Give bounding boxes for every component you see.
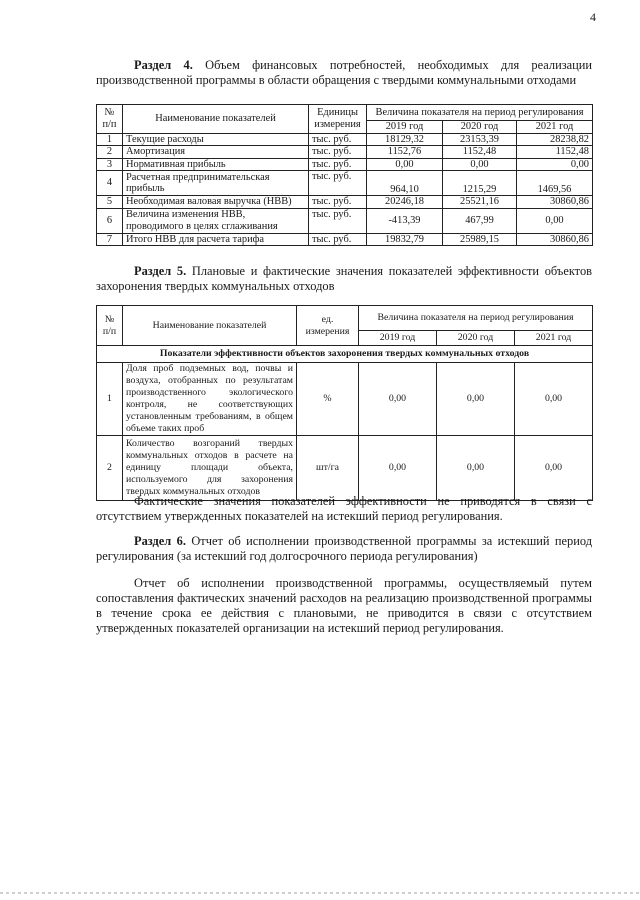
row-value: 1152,48 xyxy=(443,146,517,159)
section6-title: Отчет об исполнении производственной программы за истекший период регулирования (за истекший год долгосрочного периода регулирования) xyxy=(96,534,593,563)
row-value: 0,00 xyxy=(515,436,593,501)
row-value: 964,10 xyxy=(367,171,443,196)
header-year: 2019 год xyxy=(359,331,437,346)
row-value: 23153,39 xyxy=(443,133,517,146)
header-year: 2020 год xyxy=(437,331,515,346)
section6-label: Раздел 6. xyxy=(134,534,186,548)
row-unit: тыс. руб. xyxy=(309,196,367,209)
row-value: 0,00 xyxy=(367,158,443,171)
header-name: Наименование показателей xyxy=(123,306,297,346)
row-name: Расчетная предпринимательская прибыль xyxy=(123,171,309,196)
section5-title: Плановые и фактические значения показателей эффективности объектов захоронения твердых коммунальных отходов xyxy=(96,264,592,293)
row-value: 0,00 xyxy=(517,158,593,171)
row-name: Нормативная прибыль xyxy=(123,158,309,171)
row-num: 5 xyxy=(97,196,123,209)
header-year: 2021 год xyxy=(515,331,593,346)
row-value: 467,99 xyxy=(443,208,517,233)
table-row xyxy=(97,196,593,209)
row-value: 0,00 xyxy=(443,158,517,171)
section5-label: Раздел 5. xyxy=(134,264,187,278)
row-value: 18129,32 xyxy=(367,133,443,146)
row-name: Амортизация xyxy=(123,146,309,159)
row-value: -413,39 xyxy=(367,208,443,233)
row-num: 1 xyxy=(97,363,123,436)
table-row xyxy=(97,233,593,246)
table-row xyxy=(97,158,593,171)
row-num: 6 xyxy=(97,208,123,233)
group-title: Показатели эффективности объектов захоронения твердых коммунальных отходов xyxy=(97,346,593,363)
row-value: 0,00 xyxy=(517,208,593,233)
row-unit: тыс. руб. xyxy=(309,233,367,246)
row-value: 0,00 xyxy=(359,436,437,501)
section5-note: Фактические значения показателей эффективности не приводятся в связи с отсутствием утвержденных показателей на истекший период регулирования. xyxy=(96,494,592,523)
row-unit: шт/га xyxy=(297,436,359,501)
row-num: 7 xyxy=(97,233,123,246)
row-unit: тыс. руб. xyxy=(309,208,367,233)
row-value: 20246,18 xyxy=(367,196,443,209)
row-name: Количество возгораний твердых коммунальных отходов в расчете на единицу площади объекта, используемого для захоронения твердых коммунальных отходов xyxy=(123,436,297,501)
row-unit: % xyxy=(297,363,359,436)
row-value: 28238,82 xyxy=(517,133,593,146)
section4-title: Объем финансовых потребностей, необходимых для реализации производственной программы в области обращения с твердыми коммунальными отходами xyxy=(96,58,592,87)
row-unit: тыс. руб. xyxy=(309,133,367,146)
header-year: 2020 год xyxy=(443,121,517,134)
row-value: 0,00 xyxy=(437,363,515,436)
header-num: № п/п xyxy=(97,306,123,346)
header-period: Величина показателя на период регулирования xyxy=(359,306,593,331)
row-unit: тыс. руб. xyxy=(309,146,367,159)
row-num: 1 xyxy=(97,133,123,146)
row-name: Текущие расходы xyxy=(123,133,309,146)
row-num: 2 xyxy=(97,146,123,159)
header-unit: Единицы измерения xyxy=(309,105,367,134)
row-value: 19832,79 xyxy=(367,233,443,246)
row-value: 1215,29 xyxy=(443,171,517,196)
header-num: № п/п xyxy=(97,105,123,134)
row-value: 0,00 xyxy=(359,363,437,436)
row-name: Необходимая валовая выручка (НВВ) xyxy=(123,196,309,209)
section4-label: Раздел 4. xyxy=(134,58,193,72)
row-value: 0,00 xyxy=(437,436,515,501)
page-number: 4 xyxy=(590,10,596,24)
table-row xyxy=(97,133,593,146)
section6-heading xyxy=(96,534,592,564)
header-name: Наименование показателей xyxy=(123,105,309,134)
header-period: Величина показателя на период регулирования xyxy=(367,105,593,121)
table-row xyxy=(97,171,593,196)
row-value: 1152,48 xyxy=(517,146,593,159)
row-value: 1469,56 xyxy=(517,171,593,196)
header-year: 2019 год xyxy=(367,121,443,134)
row-value: 25521,16 xyxy=(443,196,517,209)
row-value: 25989,15 xyxy=(443,233,517,246)
efficiency-table xyxy=(96,305,593,501)
row-num: 3 xyxy=(97,158,123,171)
row-name: Величина изменения НВВ, проводимого в целях сглаживания xyxy=(123,208,309,233)
financial-needs-table xyxy=(96,104,593,246)
row-name: Итого НВВ для расчета тарифа xyxy=(123,233,309,246)
section6-text: Отчет об исполнении производственной программы, осуществляемый путем сопоставления фактических значений расходов на реализацию производственной программы в течение срока ее действия с плановыми, не приводится в связи с отсутствием утвержденных показателей организации на истекший период регулирования. xyxy=(96,576,592,635)
row-num: 2 xyxy=(97,436,123,501)
table-row xyxy=(97,436,593,501)
section4-heading xyxy=(96,58,592,88)
table-row xyxy=(97,208,593,233)
row-value: 0,00 xyxy=(515,363,593,436)
row-unit: тыс. руб. xyxy=(309,171,367,196)
row-name: Доля проб подземных вод, почвы и воздуха, отобранных по результатам производственного экологического контроля, не соответствующих установленным требованиям, в общем объеме таких проб xyxy=(123,363,297,436)
row-value: 1152,76 xyxy=(367,146,443,159)
row-num: 4 xyxy=(97,171,123,196)
header-year: 2021 год xyxy=(517,121,593,134)
row-value: 30860,86 xyxy=(517,233,593,246)
table-row xyxy=(97,363,593,436)
row-value: 30860,86 xyxy=(517,196,593,209)
scan-edge xyxy=(0,892,640,894)
table-row xyxy=(97,146,593,159)
section5-heading xyxy=(96,264,592,294)
row-unit: тыс. руб. xyxy=(309,158,367,171)
header-unit: ед. измерения xyxy=(297,306,359,346)
